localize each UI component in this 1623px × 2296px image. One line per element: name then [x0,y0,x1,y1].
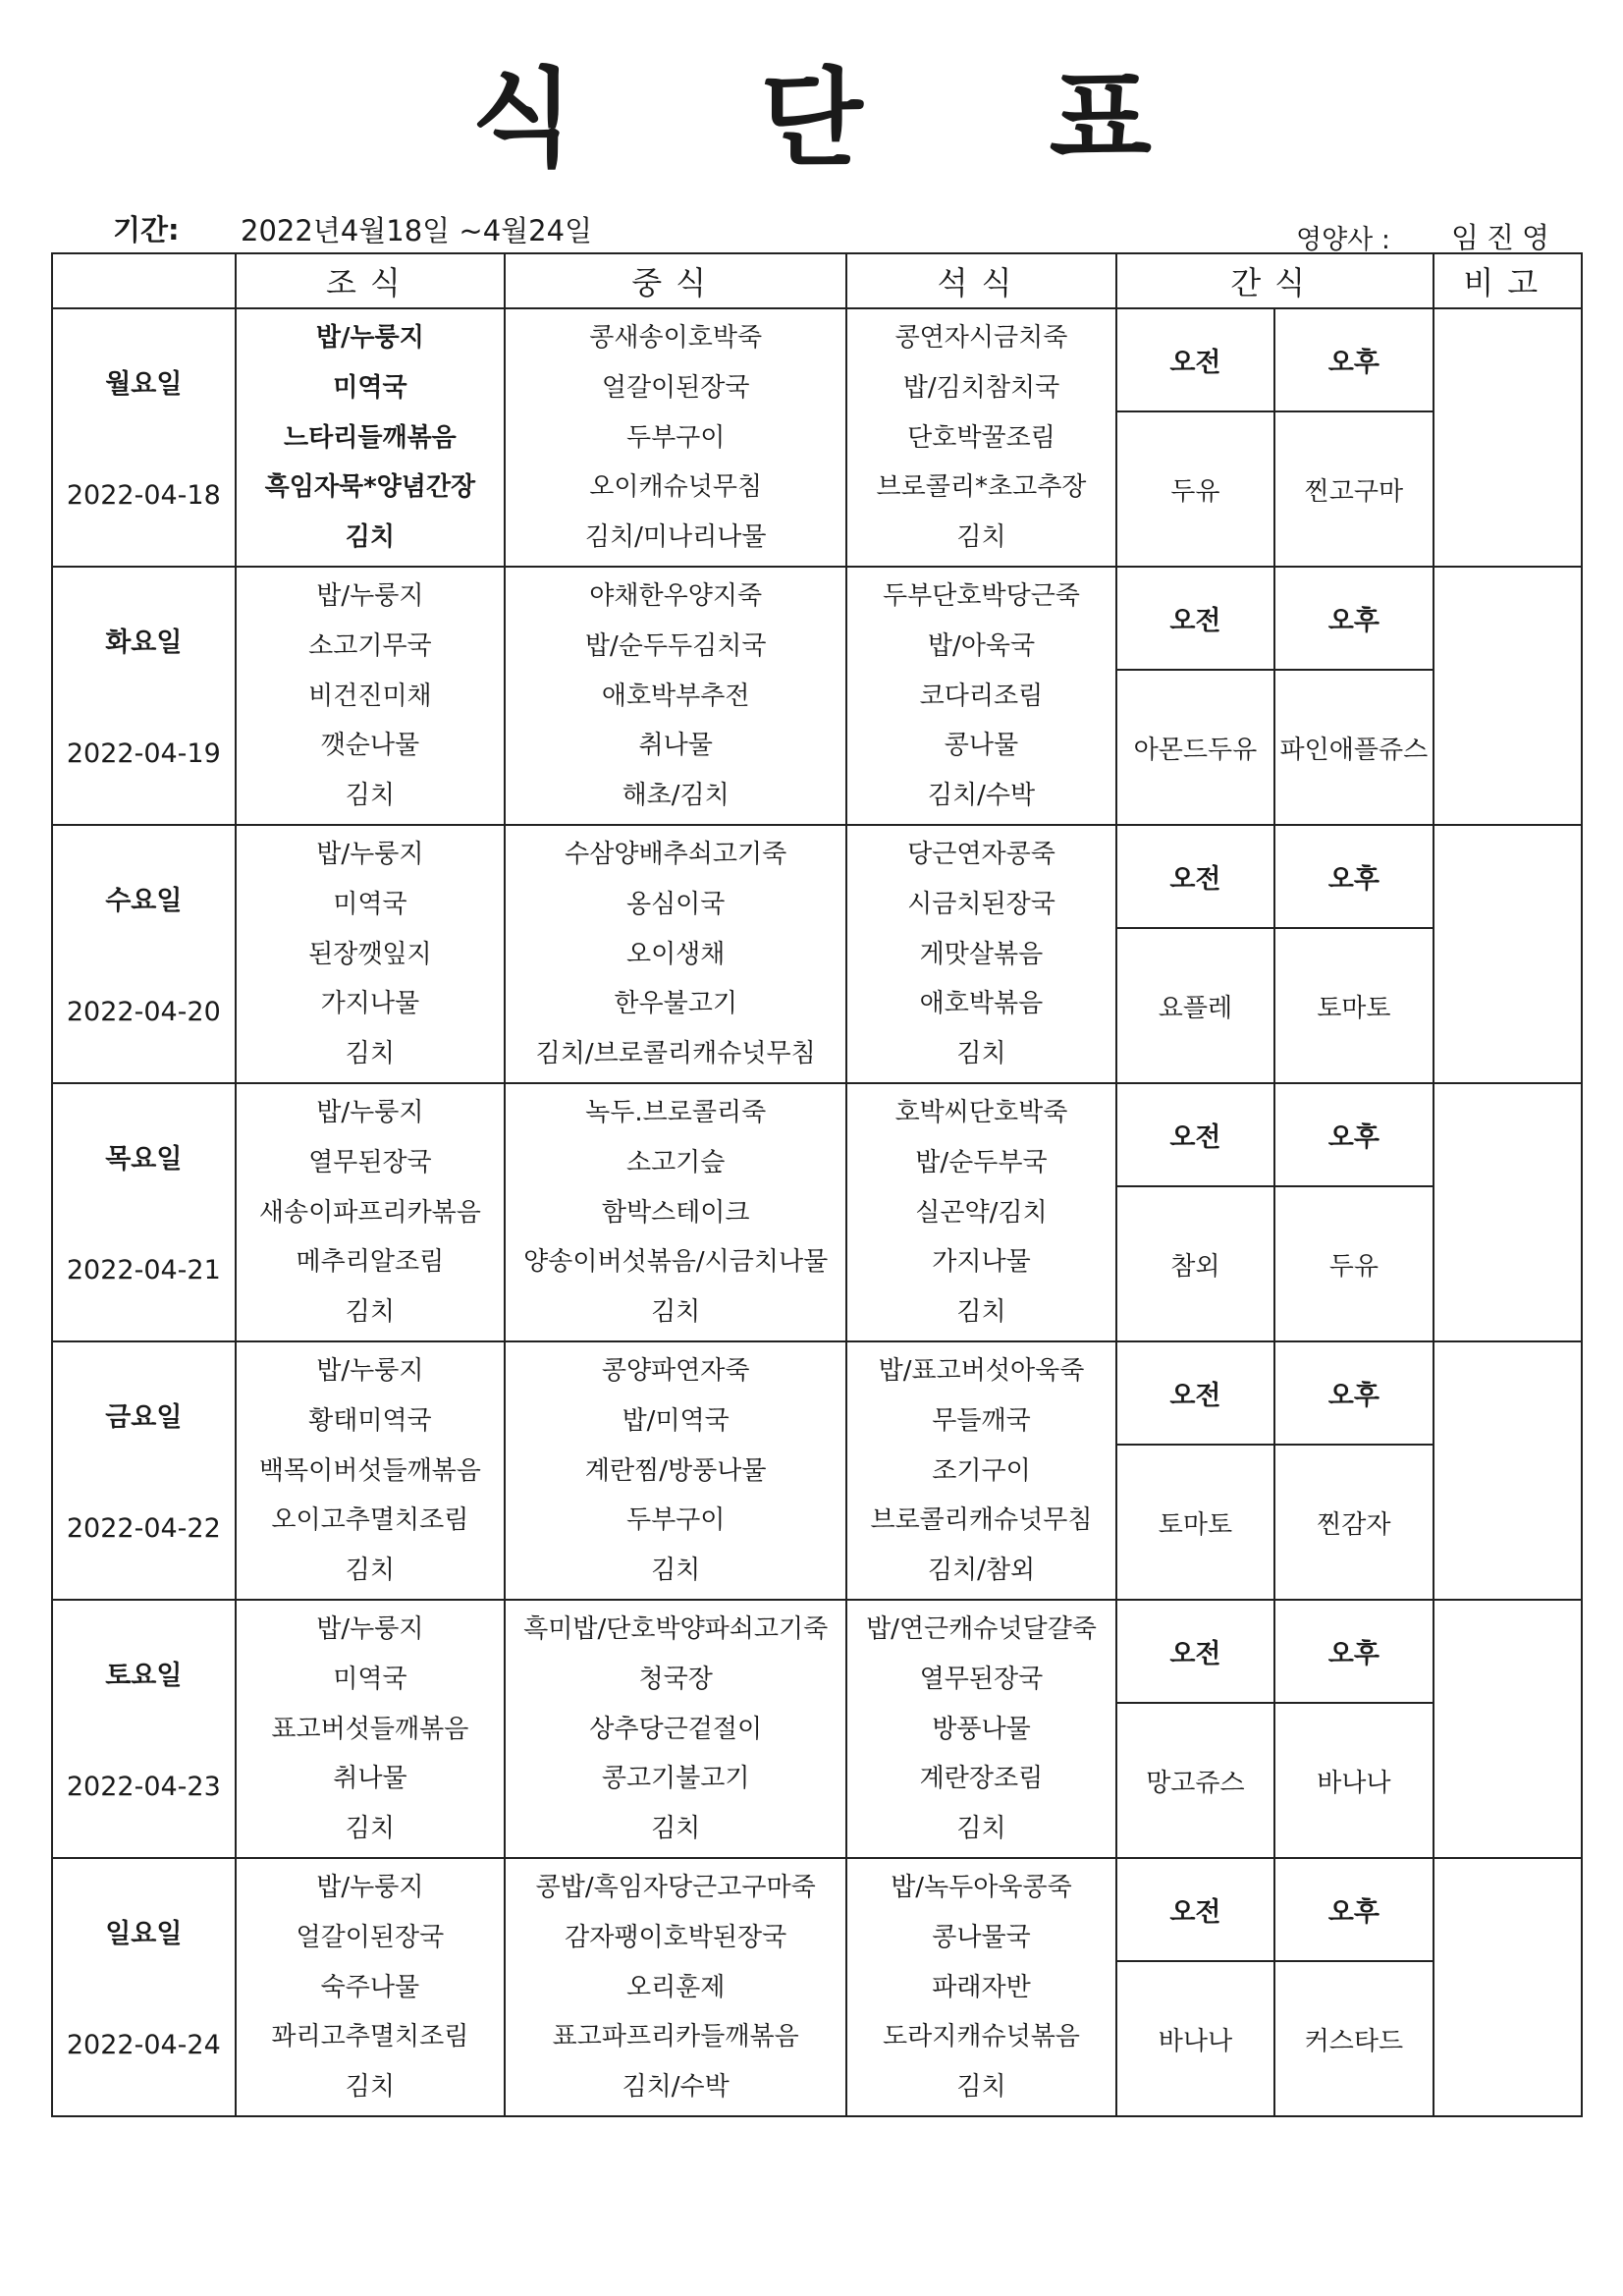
lunch-cell [505,1600,846,1858]
meal-item: 얼갈이된장국 [601,372,750,403]
day-row [52,1600,1582,1858]
day-row [52,1858,1582,2116]
breakfast-list [237,826,504,1082]
snack-subtable [1117,1084,1433,1340]
meal-item: 상추당근겉절이 [589,1714,763,1744]
day-cell [52,1600,236,1858]
header-note: 비고 [1434,253,1582,308]
lunch-list [506,1084,845,1340]
meal-item: 조기구이 [932,1455,1031,1486]
meal-item: 새송이파프리카볶음 [258,1197,481,1228]
snack-label-row [1117,826,1433,928]
note-cell [1434,567,1582,825]
dinner-cell [846,825,1115,1083]
meal-item: 단호박꿀조림 [907,422,1055,453]
meal-item: 김치/참외 [927,1556,1036,1585]
meal-item: 밥/녹두아욱콩죽 [891,1873,1072,1902]
meal-item: 느타리들깨볶음 [283,422,457,453]
meal-item: 소고기무국 [308,630,432,661]
snack-cell [1116,1341,1434,1600]
breakfast-cell [236,825,505,1083]
meal-item: 밥/김치참치국 [902,372,1060,403]
note-cell [1434,1600,1582,1858]
meal-item: 호박씨단호박죽 [894,1098,1068,1127]
day-cell [52,308,236,567]
header-row [52,253,1582,308]
meal-item: 애호박부추전 [601,681,750,711]
meal-item: 두부구이 [625,1505,726,1536]
meal-item: 밥/순두부국 [915,1147,1048,1177]
nutritionist-name: 임진영 [1451,221,1558,254]
snack-label-row [1117,1084,1433,1186]
meal-item: 김치 [345,1297,396,1327]
day-date: 2022-04-20 [66,997,221,1027]
meal-item: 게맛살볶음 [919,939,1044,969]
meal-item: 콩밥/흑임자당근고구마죽 [535,1873,816,1902]
meal-item: 당근연자콩죽 [907,840,1055,869]
meal-item: 김치/수박 [927,781,1036,810]
meal-item: 김치 [345,781,396,810]
snack-value-row [1117,1186,1433,1340]
dinner-cell [846,1858,1115,2116]
snack-value-row [1117,411,1433,566]
breakfast-list [237,1084,504,1340]
meal-item: 열무된장국 [308,1147,432,1177]
lunch-list [506,826,845,1082]
meal-item: 밥/누룽지 [316,1873,424,1902]
breakfast-cell [236,308,505,567]
meal-item: 감자팽이호박된장국 [565,1922,787,1952]
meal-item: 방풍나물 [932,1714,1031,1744]
meal-item: 미역국 [333,372,407,403]
day-cell [52,1083,236,1341]
day-row [52,1083,1582,1341]
lunch-list [506,309,845,566]
meal-item: 야채한우양지죽 [589,581,763,611]
meal-item: 된장깻잎지 [308,939,432,969]
meal-item: 김치 [345,1814,396,1843]
meal-item: 무들깨국 [932,1405,1031,1436]
snack-am-label: 오전 [1117,1342,1274,1445]
snack-label-row [1117,1342,1433,1445]
snack-am-label: 오전 [1117,309,1274,411]
meal-item: 콩양파연자죽 [601,1356,750,1386]
snack-am-value: 두유 [1117,411,1274,566]
snack-pm-label: 오후 [1274,1084,1432,1186]
meal-item: 취나물 [333,1764,407,1794]
meal-item: 옹심이국 [625,889,726,919]
meal-item: 김치/수박 [622,2072,730,2102]
breakfast-cell [236,1341,505,1600]
meal-item: 오이생채 [625,939,726,969]
snack-pm-value: 찐감자 [1317,1509,1391,1540]
meal-item: 밥/누룽지 [316,1356,424,1386]
snack-pm-value: 파인애플쥬스 [1279,735,1429,765]
snack-label-row [1117,1601,1433,1703]
snack-pm-value: 토마토 [1317,993,1391,1023]
meal-item: 실곤약/김치 [915,1197,1048,1228]
day-row [52,308,1582,567]
meal-item: 흑임자묵*양념간장 [264,472,476,503]
snack-value-row [1117,1703,1433,1857]
meal-item: 해초/김치 [622,781,730,810]
meal-item: 콩연자시금치죽 [894,323,1068,353]
meal-item: 콩새송이호박죽 [589,323,763,353]
day-row [52,1341,1582,1600]
meal-item: 밥/누룽지 [316,581,424,611]
day-cell [52,1341,236,1600]
header-blank [52,253,236,308]
snack-am-value: 아몬드두유 [1117,670,1274,824]
dinner-list [847,1859,1114,2115]
dinner-list [847,1084,1114,1340]
lunch-list [506,1601,845,1857]
dinner-cell [846,308,1115,567]
meal-item: 녹두.브로콜리죽 [585,1098,767,1127]
meal-item: 코다리조림 [919,681,1044,711]
breakfast-cell [236,1600,505,1858]
header-lunch: 중식 [505,253,846,308]
day-name: 목요일 [105,1144,183,1175]
meal-item: 양송이버섯볶음/시금치나물 [523,1247,829,1278]
dinner-list [847,1342,1114,1599]
meal-item: 콩나물 [944,731,1019,761]
day-cell [52,567,236,825]
dinner-list [847,309,1114,566]
snack-pm-label: 오후 [1274,568,1432,670]
breakfast-cell [236,1083,505,1341]
lunch-cell [505,1341,846,1600]
meal-item: 김치 [345,1039,396,1068]
meal-item: 김치 [345,522,396,552]
snack-pm-value: 두유 [1328,1251,1379,1282]
snack-am-label: 오전 [1117,826,1274,928]
meal-item: 김치 [956,1039,1006,1068]
snack-value-row [1117,928,1433,1082]
meal-item: 김치 [956,522,1006,552]
meal-item: 계란장조림 [919,1764,1044,1794]
breakfast-list [237,1601,504,1857]
meal-item: 함박스테이크 [601,1197,750,1228]
note-cell [1434,1083,1582,1341]
meal-item: 두부단호박당근죽 [883,581,1080,611]
lunch-cell [505,1858,846,2116]
snack-pm-label: 오후 [1274,1342,1432,1445]
menu-table [51,252,1583,2117]
meal-item: 김치 [345,1556,396,1585]
meal-item: 청국장 [638,1664,713,1694]
period-label: 기간: [113,213,180,246]
meal-item: 시금치된장국 [907,889,1055,919]
meal-item: 파래자반 [932,1972,1031,2002]
period-value: 2022년4월18일 ~4월24일 [241,214,593,247]
snack-subtable [1117,309,1433,566]
note-cell [1434,1858,1582,2116]
meal-item: 김치 [956,1297,1006,1327]
dinner-list [847,568,1114,824]
day-name: 수요일 [105,886,183,916]
meal-item: 흑미밥/단호박양파쇠고기죽 [523,1614,829,1644]
meal-item: 수삼양배추쇠고기죽 [565,840,787,869]
snack-cell [1116,825,1434,1083]
snack-label-row [1117,1859,1433,1961]
meal-item: 백목이버섯들깨볶음 [258,1455,481,1486]
snack-label-row [1117,568,1433,670]
meal-item: 한우불고기 [614,989,737,1019]
day-name: 토요일 [105,1661,183,1691]
lunch-cell [505,1083,846,1341]
snack-am-label: 오전 [1117,1859,1274,1961]
meal-item: 오이캐슈넛무침 [589,472,763,503]
snack-am-value: 토마토 [1117,1445,1274,1599]
day-date: 2022-04-22 [66,1513,221,1544]
meal-item: 꽈리고추멸치조림 [271,2022,469,2052]
snack-am-label: 오전 [1117,568,1274,670]
snack-pm-label: 오후 [1274,1601,1432,1703]
meal-item: 표고파프리카들깨볶음 [552,2022,799,2052]
meal-item: 가지나물 [320,989,420,1019]
dinner-cell [846,567,1115,825]
snack-label-row [1117,309,1433,411]
day-date: 2022-04-23 [66,1772,221,1802]
header-snack: 간식 [1116,253,1434,308]
lunch-cell [505,825,846,1083]
lunch-list [506,1859,845,2115]
nutritionist-label: 영양사 : [1296,225,1390,255]
meal-item: 소고기슾 [625,1147,726,1177]
snack-am-value: 참외 [1117,1186,1274,1340]
breakfast-list [237,1342,504,1599]
meal-item: 김치 [956,2072,1006,2102]
meal-item: 취나물 [638,731,713,761]
day-cell [52,1858,236,2116]
meal-item: 밥/누룽지 [316,1098,424,1127]
meal-item: 숙주나물 [320,1972,420,2002]
snack-pm-label: 오후 [1274,826,1432,928]
day-date: 2022-04-19 [66,738,221,769]
meal-item: 김치/브로콜리캐슈넛무침 [535,1039,816,1068]
title-char: 단 [760,58,863,181]
meal-item: 밥/누룽지 [316,840,424,869]
note-cell [1434,825,1582,1083]
day-name: 화요일 [105,628,183,658]
snack-pm-value: 바나나 [1317,1768,1391,1798]
dinner-list [847,1601,1114,1857]
snack-cell [1116,308,1434,567]
meal-item: 브로콜리*초고추장 [876,472,1087,503]
snack-subtable [1117,1342,1433,1599]
lunch-cell [505,567,846,825]
lunch-list [506,1342,845,1599]
breakfast-list [237,1859,504,2115]
meal-item: 밥/연근캐슈넛달걀죽 [866,1614,1097,1644]
meal-item: 메추리알조림 [296,1247,445,1278]
snack-subtable [1117,1601,1433,1857]
meal-item: 김치 [956,1814,1006,1843]
breakfast-list [237,309,504,566]
day-name: 월요일 [105,369,183,400]
title-char: 표 [1049,58,1152,181]
meal-item: 황태미역국 [308,1405,432,1436]
day-date: 2022-04-21 [66,1255,221,1285]
note-cell [1434,1341,1582,1600]
snack-subtable [1117,1859,1433,2115]
snack-cell [1116,1600,1434,1858]
dinner-cell [846,1600,1115,1858]
meal-item: 김치 [651,1297,701,1327]
snack-am-value: 망고쥬스 [1117,1703,1274,1857]
breakfast-list [237,568,504,824]
snack-am-value: 바나나 [1117,1961,1274,2115]
day-row [52,825,1582,1083]
day-name: 금요일 [105,1402,183,1433]
day-row [52,567,1582,825]
page-title [0,58,1623,181]
dinner-list [847,826,1114,1082]
meal-item: 오이고추멸치조림 [271,1505,469,1536]
dinner-cell [846,1083,1115,1341]
snack-cell [1116,1083,1434,1341]
meal-item: 애호박볶음 [919,989,1044,1019]
header-breakfast: 조식 [236,253,505,308]
meal-item: 도라지캐슈넛볶음 [883,2022,1080,2052]
meal-item: 밥/누룽지 [315,323,424,353]
meal-item: 표고버섯들깨볶음 [271,1714,469,1744]
meal-item: 밥/누룽지 [316,1614,424,1644]
day-date: 2022-04-24 [66,2030,221,2060]
meal-item: 브로콜리캐슈넛무침 [870,1505,1093,1536]
snack-subtable [1117,568,1433,824]
day-name: 일요일 [105,1919,183,1949]
meal-item: 오리훈제 [625,1972,726,2002]
lunch-list [506,568,845,824]
meal-item: 김치 [651,1556,701,1585]
day-cell [52,825,236,1083]
meal-item: 김치/미나리나물 [584,522,767,552]
dinner-cell [846,1341,1115,1600]
snack-pm-value: 찐고구마 [1304,476,1404,507]
meal-item: 콩고기불고기 [601,1764,750,1794]
snack-pm-label: 오후 [1274,309,1432,411]
meal-item: 김치 [651,1814,701,1843]
snack-subtable [1117,826,1433,1082]
snack-pm-value: 커스타드 [1304,2026,1404,2056]
snack-am-value: 요플레 [1117,928,1274,1082]
snack-value-row [1117,670,1433,824]
meal-item: 두부구이 [625,422,726,453]
meal-item: 계란찜/방풍나물 [584,1455,767,1486]
note-cell [1434,308,1582,567]
meal-item: 열무된장국 [919,1664,1044,1694]
meal-item: 밥/표고버섯아욱죽 [878,1356,1085,1386]
snack-am-label: 오전 [1117,1084,1274,1186]
lunch-cell [505,308,846,567]
meal-item: 미역국 [333,1664,407,1694]
snack-am-label: 오전 [1117,1601,1274,1703]
meal-item: 콩나물국 [932,1922,1031,1952]
snack-cell [1116,567,1434,825]
meal-item: 김치 [345,2072,396,2102]
meal-item: 밥/순두두김치국 [584,630,767,661]
day-date: 2022-04-18 [66,480,221,511]
meal-item: 얼갈이된장국 [296,1922,445,1952]
meal-item: 깻순나물 [320,731,420,761]
breakfast-cell [236,567,505,825]
meal-item: 밥/미역국 [622,1405,730,1436]
header-dinner: 석식 [846,253,1115,308]
snack-pm-label: 오후 [1274,1859,1432,1961]
snack-cell [1116,1858,1434,2116]
title-char: 식 [471,58,574,181]
snack-value-row [1117,1961,1433,2115]
meal-item: 미역국 [333,889,407,919]
breakfast-cell [236,1858,505,2116]
meal-item: 밥/아욱국 [927,630,1036,661]
snack-value-row [1117,1445,1433,1599]
meal-item: 가지나물 [932,1247,1031,1278]
meal-item: 비건진미채 [308,681,432,711]
